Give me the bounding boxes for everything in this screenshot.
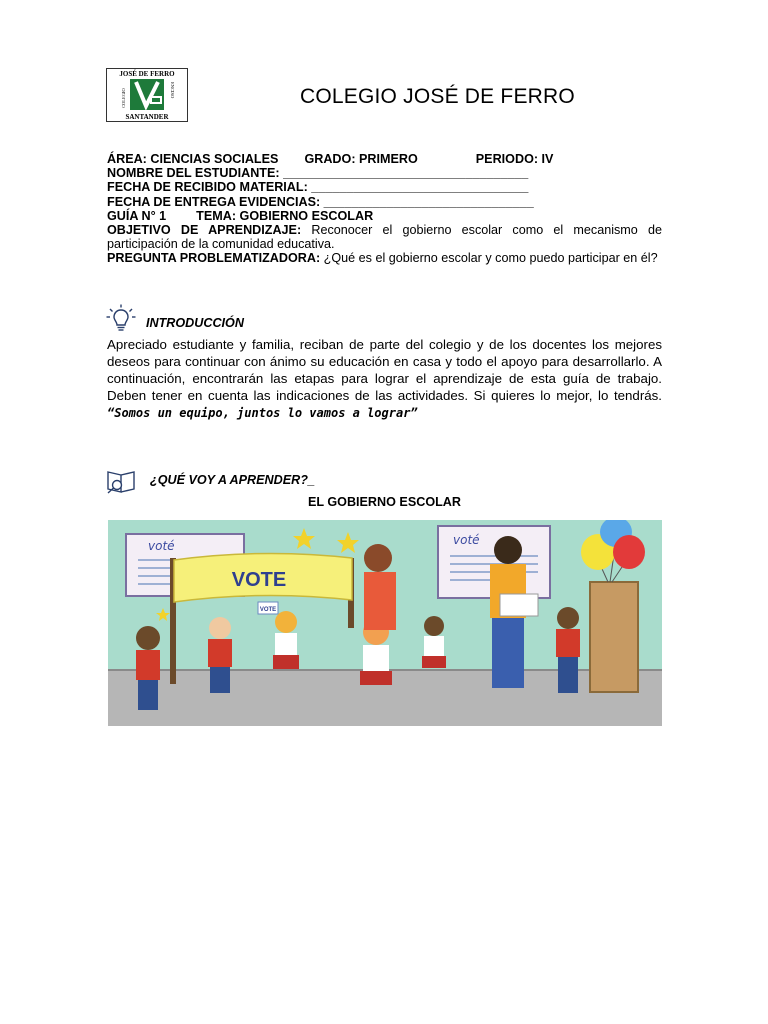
logo-left-text: COLEGIO [121,88,126,108]
lightbulb-icon [106,304,136,337]
child-figure [556,607,580,693]
logo-bottom-text: SANTANDER [125,113,169,121]
question-paragraph [107,251,662,265]
question-text: ¿Qué es el gobierno escolar y como puedo participar en él? [323,251,658,266]
logo-top-text: JOSÉ DE FERRO [119,70,175,78]
learn-subtitle: EL GOBIERNO ESCOLAR [307,495,461,509]
objective-label: OBJETIVO DE APRENDIZAJE: [107,223,302,238]
guide-label: GUÍA N° 1 [107,208,167,223]
logo-right-text: ENCISO [170,82,175,99]
question-label: PREGUNTA PROBLEMATIZADORA: [107,251,321,266]
intro-quote: “Somos un equipo, juntos lo vamos a lograr” [107,405,418,420]
topic-label: TEMA: GOBIERNO ESCOLAR [196,208,374,223]
intro-text: Apreciado estudiante y familia, reciban de parte del colegio y de los docentes los mejores deseos para continuar con ánimo su educación en casa y todo el apoyo para desarrollarlo. A continuación, encontrarán las etapas para lograr el aprendizaje de esta guía de trabajo. Deben tener en cuenta las indicaciones de las actividades. Si quieres lo mejor, lo tendrás. [107,337,662,403]
child-figure [422,616,446,668]
poster-text-right: voté [453,533,480,547]
child-figure [273,611,299,669]
info-row-area [107,152,662,166]
student-info-block [107,152,662,266]
grade-label: GRADO: PRIMERO [304,152,418,166]
area-label: ÁREA: CIENCIAS SOCIALES [107,152,279,166]
delivery-date-field[interactable]: FECHA DE ENTREGA EVIDENCIAS: ______________________________ [107,194,534,209]
child-figure [208,617,232,693]
info-row-guide [107,209,662,223]
received-date-field[interactable]: FECHA DE RECIBIDO MATERIAL: _______________________________ [107,180,529,195]
objective-text: Reconocer el gobierno escolar como el mecanismo de participación de la comunidad educativa. [107,223,662,252]
student-name-field[interactable]: NOMBRE DEL ESTUDIANTE: ___________________________________ [107,166,529,181]
intro-paragraph [107,337,662,422]
page-title: COLEGIO JOSÉ DE FERRO [300,85,575,108]
learn-title: ¿QUÉ VOY A APRENDER?_ [150,473,315,487]
poster-text-left: voté [148,539,175,553]
adult-figure [364,544,396,630]
intro-title: INTRODUCCIÓN [146,316,244,330]
banner-text: VOTE [231,569,287,591]
school-logo [106,68,188,122]
child-figure [136,626,160,710]
flag-text: VOTE [259,607,277,613]
period-label: PERIODO: IV [475,152,554,166]
voting-illustration [108,520,662,726]
objective-paragraph [107,223,662,251]
